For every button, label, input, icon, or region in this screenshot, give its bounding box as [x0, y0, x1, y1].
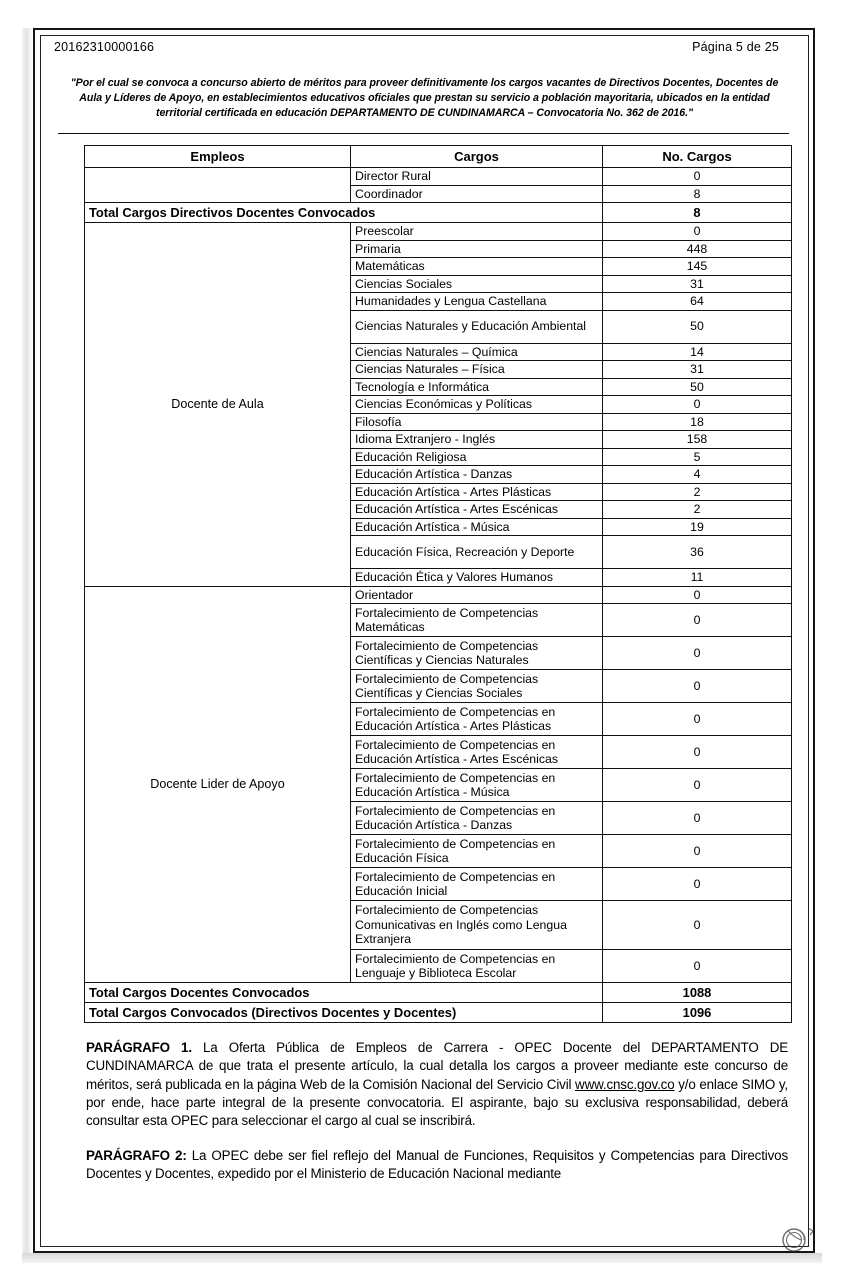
empleo-group-cell: Docente Lider de Apoyo [85, 586, 351, 983]
document-subtitle: "Por el cual se convoca a concurso abierto de méritos para proveer definitivamente los cargos vacantes de Directivos Docentes, Docentes de Aula y Líderes de Apoyo, en establecimientos educativos oficiales que prestan su servicio a población mayoritaria, ubicados en la entidad territorial certificada en educación DEPARTAMENTO DE CUNDINAMARCA – Convocatoria No. 362 de 2016." [70, 77, 779, 120]
circular-seal-stamp [774, 1218, 820, 1258]
cargo-cell: Tecnología e Informática [351, 378, 603, 396]
cargo-cell: Preescolar [351, 223, 603, 241]
document-content [52, 40, 797, 1184]
cargo-count-cell: 64 [603, 293, 792, 311]
table-row [85, 586, 792, 604]
cargo-count-cell: 0 [603, 736, 792, 769]
cargo-count-cell: 4 [603, 466, 792, 484]
cargo-cell: Educación Artística - Artes Plásticas [351, 483, 603, 501]
cargo-cell: Educación Artística - Danzas [351, 466, 603, 484]
cargo-count-cell: 14 [603, 343, 792, 361]
total-count-cell: 1088 [603, 983, 792, 1003]
cargo-count-cell: 158 [603, 431, 792, 449]
cargo-count-cell: 0 [603, 901, 792, 950]
cargo-count-cell: 50 [603, 378, 792, 396]
paragraph-1-label: PARÁGRAFO 1. [86, 1040, 192, 1056]
cargo-cell: Filosofía [351, 413, 603, 431]
cargo-cell: Educación Artística - Música [351, 518, 603, 536]
cargo-cell: Fortalecimiento de Competencias Científicas y Ciencias Sociales [351, 670, 603, 703]
cargo-count-cell: 0 [603, 586, 792, 604]
cargo-cell: Ciencias Naturales y Educación Ambiental [351, 310, 603, 343]
cargo-count-cell: 2 [603, 483, 792, 501]
cargo-count-cell: 0 [603, 703, 792, 736]
table-header-row [85, 146, 792, 168]
table-header [85, 146, 792, 168]
paragraph-2-text: La OPEC debe ser fiel reflejo del Manual de Funciones, Requisitos y Competencias para Directivos Docentes y Docentes, expedido por el Ministerio de Educación Nacional mediante [86, 1148, 788, 1182]
column-header-empleos: Empleos [85, 146, 351, 168]
cargo-count-cell: 0 [603, 868, 792, 901]
table-total-row [85, 1003, 792, 1023]
cargo-count-cell: 0 [603, 835, 792, 868]
cargo-cell: Ciencias Naturales – Química [351, 343, 603, 361]
cargo-cell: Ciencias Naturales – Física [351, 361, 603, 379]
scan-edge-shadow-bottom [22, 1253, 822, 1263]
cargo-count-cell: 11 [603, 569, 792, 587]
cargo-count-cell: 0 [603, 769, 792, 802]
cargo-count-cell: 0 [603, 223, 792, 241]
cargo-count-cell: 0 [603, 670, 792, 703]
table-total-row [85, 203, 792, 223]
cargo-cell: Fortalecimiento de Competencias Comunicativas en Inglés como Lengua Extranjera [351, 901, 603, 950]
cargo-count-cell: 19 [603, 518, 792, 536]
cargo-cell: Idioma Extranjero - Inglés [351, 431, 603, 449]
paragraph-1-text-part-1: La Oferta Pública de Empleos de Carrera - OPEC Docente del DEPARTAMENTO DE CUNDINAMARCA de que trata el presente artículo, la cual detalla los cargos a proveer mediante este concurso de méritos, será publicada en la página Web de la Comisión Nacional del Servicio Civil [86, 1040, 789, 1092]
cargo-cell: Director Rural [351, 168, 603, 186]
column-header-no-cargos: No. Cargos [603, 146, 792, 168]
cargo-cell: Educación Religiosa [351, 448, 603, 466]
cargo-cell: Fortalecimiento de Competencias en Educación Inicial [351, 868, 603, 901]
paragraph-1 [86, 1039, 788, 1130]
cargo-count-cell: 0 [603, 168, 792, 186]
empleo-group-cell: Docente de Aula [85, 223, 351, 587]
cnsc-website-link[interactable]: www.cnsc.gov.co [575, 1076, 675, 1092]
cargo-count-cell: 8 [603, 185, 792, 203]
total-label-cell: Total Cargos Convocados (Directivos Docentes y Docentes) [85, 1003, 603, 1023]
cargo-cell: Fortalecimiento de Competencias en Educación Artística - Artes Escénicas [351, 736, 603, 769]
cargo-count-cell: 0 [603, 604, 792, 637]
total-count-cell: 8 [603, 203, 792, 223]
column-header-cargos: Cargos [351, 146, 603, 168]
cargo-count-cell: 50 [603, 310, 792, 343]
cargo-count-cell: 0 [603, 396, 792, 414]
cargo-count-cell: 5 [603, 448, 792, 466]
paragraph-2-label: PARÁGRAFO 2: [86, 1148, 187, 1164]
table-total-row [85, 983, 792, 1003]
cargo-cell: Educación Ética y Valores Humanos [351, 569, 603, 587]
cargo-cell: Fortalecimiento de Competencias en Educación Artística - Danzas [351, 802, 603, 835]
page-number-label: Página 5 de 25 [692, 40, 779, 54]
document-number: 20162310000166 [54, 40, 155, 54]
cargo-cell: Ciencias Sociales [351, 275, 603, 293]
cargo-cell: Fortalecimiento de Competencias en Educación Física [351, 835, 603, 868]
cargo-cell: Fortalecimiento de Competencias Científicas y Ciencias Naturales [351, 637, 603, 670]
cargo-count-cell: 31 [603, 275, 792, 293]
scan-edge-shadow-left [22, 28, 33, 1253]
cargo-cell: Humanidades y Lengua Castellana [351, 293, 603, 311]
cargo-count-cell: 2 [603, 501, 792, 519]
cargo-cell: Fortalecimiento de Competencias en Educación Artística - Música [351, 769, 603, 802]
cargo-count-cell: 36 [603, 536, 792, 569]
total-label-cell: Total Cargos Docentes Convocados [85, 983, 603, 1003]
total-count-cell: 1096 [603, 1003, 792, 1023]
cargo-cell: Orientador [351, 586, 603, 604]
cargo-count-cell: 0 [603, 637, 792, 670]
cargo-cell: Primaria [351, 240, 603, 258]
cargo-cell: Fortalecimiento de Competencias Matemáticas [351, 604, 603, 637]
horizontal-divider [58, 133, 789, 134]
paragraph-2 [86, 1147, 788, 1183]
cargo-count-cell: 18 [603, 413, 792, 431]
cargo-cell: Coordinador [351, 185, 603, 203]
cargo-count-cell: 145 [603, 258, 792, 276]
paragraph-1-text-part-2: y/o enlace SIMO y, por ende, hace parte integral de la presente convocatoria. El aspirante, bajo su exclusiva responsabilidad, deberá consultar esta OPEC para seleccionar el cargo al cual se inscribirá. [86, 1076, 789, 1128]
cargo-cell: Fortalecimiento de Competencias en Lenguaje y Biblioteca Escolar [351, 950, 603, 983]
cargo-cell: Fortalecimiento de Competencias en Educación Artística - Artes Plásticas [351, 703, 603, 736]
cargo-count-cell: 0 [603, 950, 792, 983]
table-row [85, 223, 792, 241]
empleo-group-cell [85, 168, 351, 203]
total-label-cell: Total Cargos Directivos Docentes Convocados [85, 203, 603, 223]
cargo-count-cell: 448 [603, 240, 792, 258]
opec-positions-table [84, 145, 792, 1023]
cargo-cell: Educación Artística - Artes Escénicas [351, 501, 603, 519]
cargo-cell: Matemáticas [351, 258, 603, 276]
cargo-count-cell: 31 [603, 361, 792, 379]
table-body [85, 168, 792, 1023]
cargo-cell: Educación Física, Recreación y Deporte [351, 536, 603, 569]
document-header [52, 40, 797, 54]
cargo-cell: Ciencias Económicas y Políticas [351, 396, 603, 414]
cargo-count-cell: 0 [603, 802, 792, 835]
table-row [85, 168, 792, 186]
